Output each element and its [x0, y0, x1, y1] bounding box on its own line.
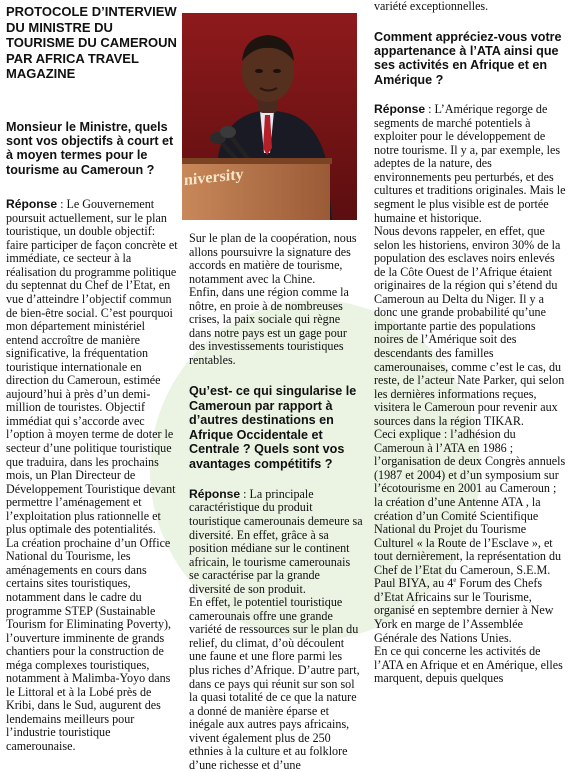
answer-ata-p3-part1: Ceci explique : l’adhésion du Cameroun à l’ATA en 1986 ; l’organisation de deux Congrès annuels (1987 et 2004) et d’un symposium sur l’écotourisme en 2001 au Cameroun ; la création d’une Antenne ATA , la création d’un Comité Scientifique National du Projet du Tourisme Culturel « la Route de l’Esclave », et tout dernièrement, la représentation du Chef de l’Etat du Cameroun, S.E.M. Paul BIYA, au 4	[374, 427, 566, 591]
answer-label: Réponse	[189, 486, 241, 501]
answer-objectives-intro: Réponse : Le Gouvernement poursuit actuellement, sur le plan touristique, un double objectif: faire participer de façon concrète et immédiate, ce secteur à la réalisation du programme politique du septennat du Chef de l’Etat, en vue d’atteindre l’objectif commun de bien-être social. C’est pourquoi mon département ministériel entend accroître de manière significative, la fréquentation touristique internationale en direction du Cameroun, estimée aujourd’hui à près d’un demi-million de touristes. Objectif immédiat qui s’accorde avec l’option à moyen terme de doter le secteur d’une politique touristique que traduira, dans les prochains mois, un Plan Directeur de Développement Touristique devant permettre l’aménagement et l’exploitation plus rationnelle et plus optimale des potentialités.	[6, 197, 178, 537]
minister-photo-illustration	[182, 13, 357, 220]
answer-label: Réponse	[374, 102, 426, 117]
answer-objectives-p4: Enfin, dans une région comme la nôtre, en proie à de nombreuses crises, la paix sociale qui règne dans notre pays est un gage pour des investissements touristiques rentables.	[189, 285, 349, 367]
column-right	[374, 0, 566, 686]
answer-objectives-text: Le Gouvernement poursuit actuellement, sur le plan touristique, un double objectif: faire participer de façon concrète et immédiate, ce secteur à la réalisation du programme politique du septennat du Chef de l’Etat, en vue d’atteindre l’objectif commun de bien-être social. C’est pourquoi mon département ministériel entend accroître de manière significative, la fréquentation touristique internationale en direction du Cameroun, estimée aujourd’hui à près d’un demi-million de touristes. Objectif immédiat qui s’accorde avec l’option à moyen terme de doter le secteur d’une politique touristique que traduira, dans les prochains mois, un Plan Directeur de Développement Touristique devant permettre l’aménagement et l’exploitation plus rationnelle et plus optimale des potentialités.	[6, 197, 178, 537]
column-left	[6, 4, 178, 754]
answer-ata-intro: Réponse : L’Amérique regorge de segments de marché potentiels à exploiter pour le développement de notre tourisme. Il y a, par exemple, les adeptes de la nature, des environnements peu perturbés, et des cultures et traditions originales. Mais le segment le plus visible est de portée humaine et historique.	[374, 102, 566, 225]
answer-ata-p3-part2: Forum des Chefs d’Etat Africains sur le Tourisme, organisé en septembre dernier à New York en marge de l’Assemblée Générale des Nations Unies.	[374, 576, 554, 645]
podium-sign: niversity	[184, 165, 244, 190]
question-ata-membership: Comment appréciez-vous votre appartenance à l’ATA ainsi que ses activités en Afrique et en Amérique ?	[374, 29, 562, 87]
answer-objectives-p2: La création prochaine d’un Office National du Tourisme, les aménagements en cours dans certains sites touristiques, notamment dans le cadre du programme STEP (Sustainable Tourism for Eliminating Poverty), l’ouverture imminente de grands chantiers pour la construction de méga complexes touristiques, notamment à Malimba-Yoyo dans le Littoral et à la Lobé près de Kribi, dans le Sud, augurent des lendemains meilleurs pour l’industrie touristique camerounaise.	[6, 535, 172, 753]
article-title: PROTOCOLE D’INTERVIEW DU MINISTRE DU TOURISME DU CAMEROUN PAR AFRICA TRAVEL MAGAZINE	[6, 4, 177, 81]
answer-ata-p4: En ce qui concerne les activités de l’ATA en Afrique et en Amérique, elles marquent, depuis quelques	[374, 644, 563, 686]
question-objectives: Monsieur le Ministre, quels sont vos objectifs à court et à moyen termes pour le tourisme au Cameroun ?	[6, 119, 174, 177]
answer-label: Réponse	[6, 197, 58, 212]
answer-ata-p3	[374, 428, 566, 645]
answer-advantages-p2: En effet, le potentiel touristique camerounais offre une grande variété de ressources sur le plan du relief, du climat, d’où découlent une faune et une flore parmi les plus riches d’Afrique. D’autre part, dans ce pays qui réunit sur son sol la quasi totalité de ce que la nature a donné de manière éparse et inégale aux autres pays africains, vivent également plus de 250 ethnies à la culture et au folklore d’une richesse et d’une	[189, 595, 360, 772]
minister-photo	[182, 13, 357, 220]
question-competitive-advantages: Qu’est- ce qui singularise le Cameroun par rapport à d’autres destinations en Afrique Occidentale et Centrale ? Quels sont vos avantages compétitifs ?	[189, 384, 357, 471]
column-right-continuation: variété exceptionnelles.	[374, 0, 489, 13]
column-middle	[189, 232, 363, 772]
answer-advantages-intro: Réponse : La principale caractéristique du produit touristique camerounais demeure sa diversité. En effet, grâce à sa position médiane sur le continent africain, le tourisme camerounais se caractérise par la grande diversité de son produit.	[189, 486, 363, 596]
answer-advantages-text: La principale caractéristique du produit touristique camerounais demeure sa diversité. En effet, grâce à sa position médiane sur le continent africain, le tourisme camerounais se caractérise par la grande diversité de son produit.	[189, 486, 363, 596]
ordinal-superscript: e	[453, 576, 457, 585]
answer-objectives-p3: Sur le plan de la coopération, nous allons poursuivre la signature des accords en matière de tourisme, notamment avec la Chine.	[189, 231, 357, 286]
answer-ata-text: L’Amérique regorge de segments de marché potentiels à exploiter pour le développement de notre tourisme. Il y a, par exemple, les adeptes de la nature, des environnements peu perturbés, et des cultures et traditions originales. Mais le segment le plus visible est de portée humaine et historique.	[374, 102, 566, 225]
answer-ata-p2: Nous devons rappeler, en effet, que selon les historiens, environ 30% de la population des esclaves noirs enlevés de la Côte Ouest de l’Afrique étaient originaires de la région qui s’étend du Cameroun au Delta du Niger. Il y a donc une grande probabilité qu’une importante partie des populations noires de l’Amérique soit des descendants des familles camerounaises, comme c’est le cas, du reste, de l’acteur Nate Parker, qui selon les dernières informations reçues, visitera le Cameroun pour revenir aux sources dans la région TIKAR.	[374, 224, 565, 428]
